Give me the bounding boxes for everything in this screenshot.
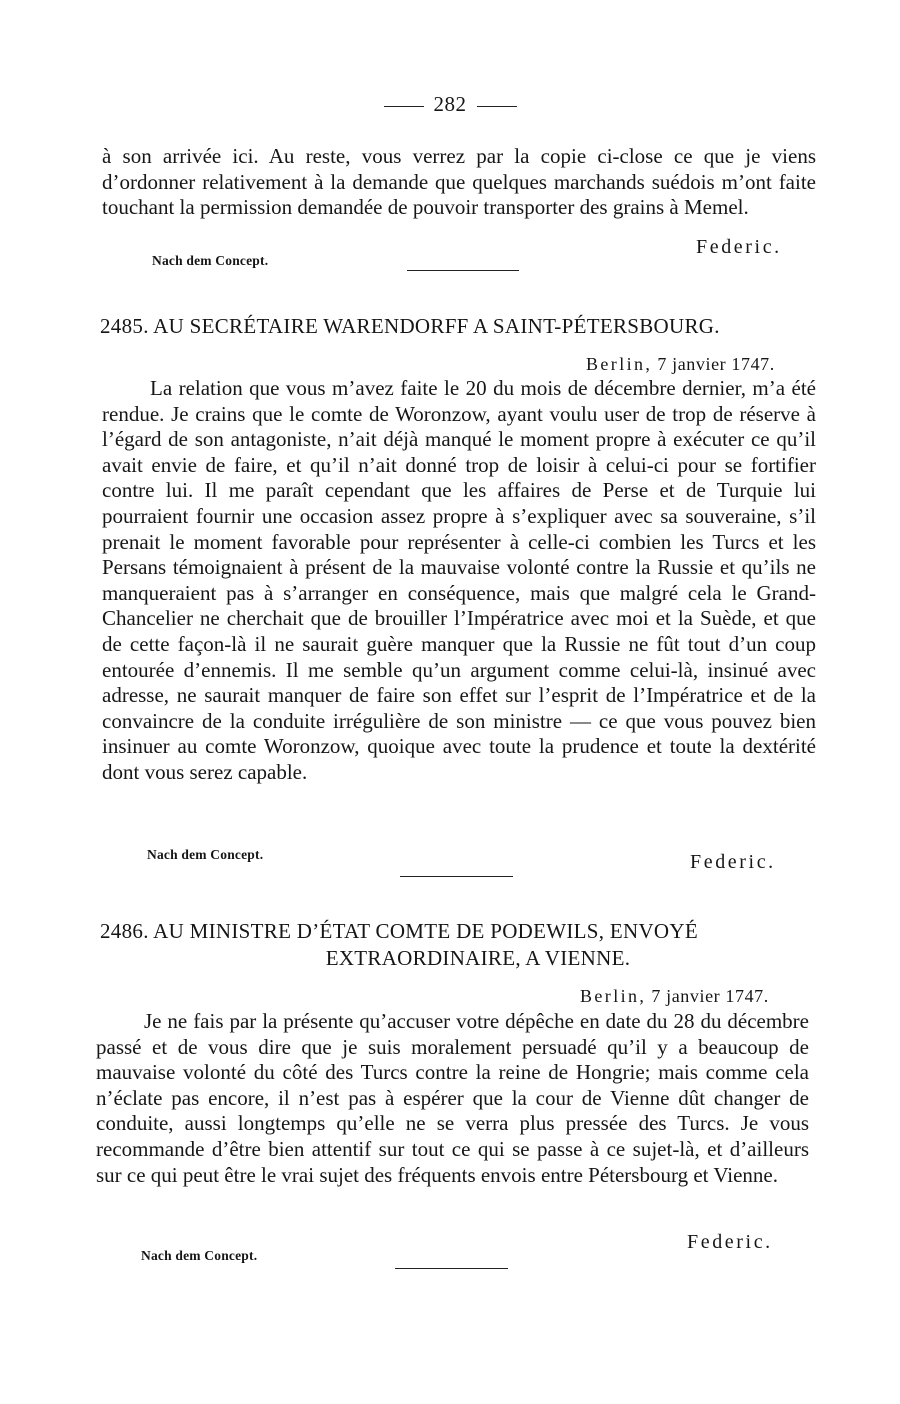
header-dash-left <box>384 106 424 107</box>
letter-2486-signature: Federic. <box>687 1231 773 1253</box>
letter-2486-heading <box>100 918 816 972</box>
letter-2485-signature: Federic. <box>690 851 776 873</box>
letter-2486-body: Je ne fais par la présente qu’accuser votre dépêche en date du 28 du décembre passé et de vous dire que je suis moralement persuadé qu’il y a beaucoup de mauvaise volonté du côté des Turcs contre la reine de Hongrie; mais comme cela n’éclate pas encore, il n’est pas à espérer que la cour de Vienne dût changer de conduite, aussi longtemps qu’elle ne se verra plus pressée des Turcs. Je vous recommande d’être bien attentif sur tout ce qui se passe à ce sujet-là, et d’ailleurs sur ce qui peut être le vrai sujet des fréquents envois entre Pétersbourg et Vienne. <box>96 1009 809 1187</box>
letter-heading-line-2: EXTRAORDINAIRE, A VIENNE. <box>325 946 631 970</box>
letter-2485-dateline <box>586 354 775 375</box>
letter-number: 2486. <box>100 919 149 943</box>
letter-title: AU MINISTRE D’ÉTAT COMTE DE PODEWILS, ENVOYÉ <box>153 919 698 943</box>
letter-place: Berlin, <box>580 986 647 1006</box>
letter-2485-body: La relation que vous m’avez faite le 20 du mois de décembre dernier, m’a été rendue. Je crains que le comte de Woronzow, ayant voulu user de trop de réserve à l’égard de son antagoniste, n’ait déjà manqué le moment propre à exécuter ce qu’il avait envie de faire, et qu’il n’ait donné trop de loisir à celui-ci pour se fortifier contre lui. Il me paraît cependant que les affaires de Perse et de Turquie lui pourraient fournir une occasion assez propre à s’expliquer avec sa souveraine, s’il prenait le moment favorable pour représenter à celle-ci combien les Turcs et les Persans témoignaient à présent de la mauvaise volonté contre la Russie et qu’ils ne manqueraient pas à s’arranger en conséquence, mais que malgré cela le Grand-Chancelier ne cherchait que de brouiller l’Impératrice avec moi et la Suède, et que de cette façon-là il ne saurait guère manquer que la Russie ne fût tout d’un coup entourée d’ennemis. Il me semble qu’un argument comme celui-là, insinué avec adresse, ne saurait manquer de faire son effet sur l’esprit de l’Impératrice et de la convaincre de la conduite irrégulière de son ministre — ce que vous pouvez bien insinuer au comte Woronzow, quoique avec toute la prudence et toute la dextérité dont vous serez capable. <box>102 376 816 784</box>
separator-rule <box>407 270 519 271</box>
continuation-source: Nach dem Concept. <box>152 253 269 268</box>
letter-date: 7 janvier 1747. <box>657 354 775 374</box>
letter-title: AU SECRÉTAIRE WARENDORFF A SAINT-PÉTERSBOURG. <box>153 314 720 338</box>
letter-number: 2485. <box>100 314 149 338</box>
letter-2486-source: Nach dem Concept. <box>141 1248 258 1263</box>
page-number: 282 <box>433 92 467 116</box>
continuation-signature: Federic. <box>696 236 782 258</box>
letter-date: 7 janvier 1747. <box>651 986 769 1006</box>
letter-2485-heading <box>100 313 816 340</box>
letter-2485-source: Nach dem Concept. <box>147 847 264 862</box>
letter-place: Berlin, <box>586 354 653 374</box>
page-header <box>0 92 900 117</box>
separator-rule <box>395 1268 508 1269</box>
header-dash-right <box>477 106 517 107</box>
separator-rule <box>400 876 513 877</box>
letter-2486-dateline <box>580 986 769 1007</box>
letter-heading-line-1 <box>100 918 816 945</box>
continuation-text: à son arrivée ici. Au reste, vous verrez par la copie ci-close ce que je viens d’ordonner relativement à la demande que quelques marchands suédois m’ont faite touchant la permission demandée de pouvoir transporter des grains à Memel. <box>102 144 816 220</box>
